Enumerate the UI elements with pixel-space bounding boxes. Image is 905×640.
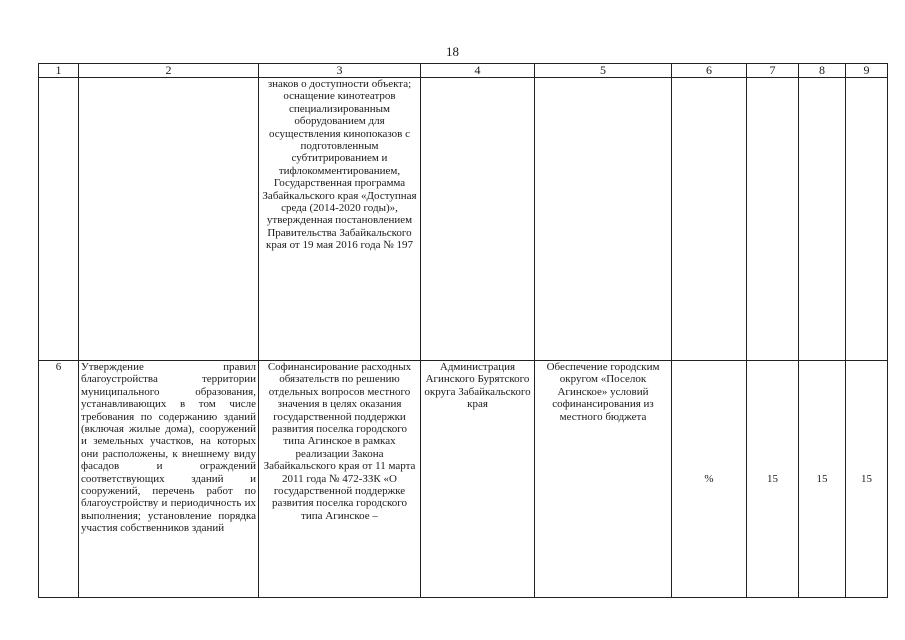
measure-cell xyxy=(79,78,259,361)
value-cell-8 xyxy=(799,78,846,361)
page-number: 18 xyxy=(446,44,459,59)
responsible-cell: Администрация Агинского Бурятского округа Забайкальского края xyxy=(421,361,535,598)
value-cell-7: 15 xyxy=(747,361,799,598)
column-number-7: 7 xyxy=(747,64,799,78)
document-table xyxy=(38,63,888,598)
unit-cell: % xyxy=(672,361,747,598)
table-header-row xyxy=(39,64,888,78)
funding-cell-wrapper xyxy=(259,361,421,598)
measure-cell: Утверждение правил благоустройства территории муниципального образования, устанавливающих в том числе требования по содержанию зданий (включая жилые дома), сооружений и земельных участков, на которых они расположены, к внешнему виду фасадов и ограждений соответствующих зданий и сооружений, перечень работ по благоустройству и периодичность их выполнения; установление порядка участия собственников зданий xyxy=(81,361,256,535)
column-number-5: 5 xyxy=(535,64,672,78)
table-row xyxy=(39,78,888,361)
condition-cell: Обеспечение городским округом «Поселок Агинское» условий софинансирования из местного бюджета xyxy=(535,361,672,598)
value-cell-9: 15 xyxy=(846,361,888,598)
column-number-3: 3 xyxy=(259,64,421,78)
column-number-1: 1 xyxy=(39,64,79,78)
column-number-6: 6 xyxy=(672,64,747,78)
value-cell-7 xyxy=(747,78,799,361)
measure-cell-wrapper xyxy=(79,361,259,598)
column-number-4: 4 xyxy=(421,64,535,78)
value-cell-8: 15 xyxy=(799,361,846,598)
column-number-2: 2 xyxy=(79,64,259,78)
condition-cell xyxy=(535,78,672,361)
responsible-cell xyxy=(421,78,535,361)
unit-cell xyxy=(672,78,747,361)
funding-cell: знаков о доступности объекта; оснащение кинотеатров специализированным оборудованием для осуществления кинопоказов с подготовленным субтитрированием и тифлокомментированием, Государственная программа Забайкальского края «Доступная среда (2014-2020 годы)», утвержденная постановлением Правительства Забайкальского края от 19 мая 2016 года № 197 xyxy=(259,78,421,361)
table-row xyxy=(39,361,888,598)
row-number-cell: 6 xyxy=(39,361,79,598)
value-cell-9 xyxy=(846,78,888,361)
row-number-cell xyxy=(39,78,79,361)
funding-cell: Софинансирование расходных обязательств по решению отдельных вопросов местного значения в целях оказания государственной поддержки развития поселка городского типа Агинское в рамках реализации Закона Забайкальского края от 11 марта 2011 года № 472-ЗЗК «О государственной поддержке развития поселка городского типа Агинское – xyxy=(263,361,416,522)
column-number-8: 8 xyxy=(799,64,846,78)
column-number-9: 9 xyxy=(846,64,888,78)
